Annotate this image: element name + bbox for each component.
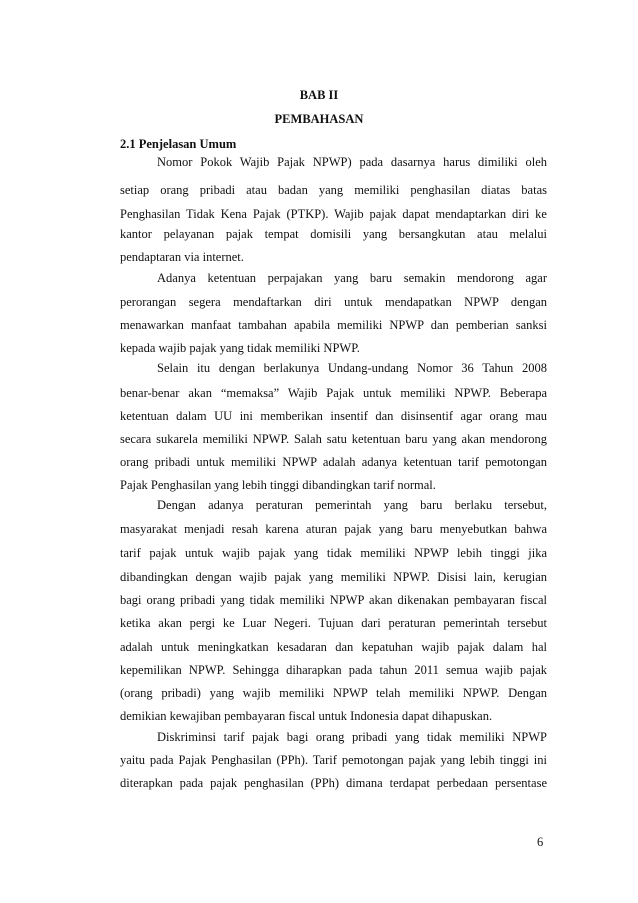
body-line: Penghasilan Tidak Kena Pajak (PTKP). Wajib pajak dapat mendaptarkan diri ke: [120, 207, 547, 221]
body-line: Diskriminsi tarif pajak bagi orang pribadi yang tidak memiliki NPWP: [157, 730, 547, 744]
body-line: Selain itu dengan berlakunya Undang-undang Nomor 36 Tahun 2008: [157, 361, 547, 375]
body-line: diterapkan pada pajak penghasilan (PPh) dimana terdapat perbedaan persentase: [120, 776, 547, 790]
body-line: Pajak Penghasilan yang lebih tinggi dibandingkan tarif normal.: [120, 478, 436, 492]
body-line: setiap orang pribadi atau badan yang memiliki penghasilan diatas batas: [120, 183, 547, 197]
chapter-title: PEMBAHASAN: [274, 112, 364, 126]
section-title: 2.1 Penjelasan Umum: [120, 137, 237, 151]
body-line: yaitu pada Pajak Penghasilan (PPh). Tarif pemotongan pajak yang lebih tinggi ini: [120, 753, 547, 767]
body-line: pendaptaran via internet.: [120, 250, 244, 264]
body-line: benar-benar akan “memaksa” Wajib Pajak untuk memiliki NPWP. Beberapa: [120, 386, 547, 400]
body-line: menawarkan manfaat tambahan apabila memiliki NPWP dan pemberian sanksi: [120, 318, 547, 332]
body-line: orang pribadi untuk memiliki NPWP adalah adanya ketentuan tarif pemotongan: [120, 455, 547, 469]
page-number: 6: [537, 835, 544, 849]
body-line: ketika akan pergi ke Luar Negeri. Tujuan dari peraturan pemerintah tersebut: [120, 616, 547, 630]
body-line: Dengan adanya peraturan pemerintah yang baru berlaku tersebut,: [157, 498, 547, 512]
body-line: kepada wajib pajak yang tidak memiliki NPWP.: [120, 341, 360, 355]
body-line: kepemilikan NPWP. Sehingga diharapkan pada tahun 2011 semua wajib pajak: [120, 663, 547, 677]
body-line: secara sukarela memiliki NPWP. Salah satu ketentuan baru yang akan mendorong: [120, 432, 547, 446]
body-line: Adanya ketentuan perpajakan yang baru semakin mendorong agar: [157, 271, 547, 285]
body-line: demikian kewajiban pembayaran fiscal untuk Indonesia dapat dihapuskan.: [120, 709, 493, 723]
body-line: bagi orang pribadi yang tidak memiliki NPWP akan dikenakan pembayaran fiscal: [120, 593, 547, 607]
body-line: kantor pelayanan pajak tempat domisili yang bersangkutan atau melalui: [120, 227, 547, 241]
body-line: Nomor Pokok Wajib Pajak NPWP) pada dasarnya harus dimiliki oleh: [157, 155, 547, 169]
body-line: perorangan segera mendaftarkan diri untuk mendapatkan NPWP dengan: [120, 295, 547, 309]
body-line: dibandingkan dengan wajib pajak yang memiliki NPWP. Disisi lain, kerugian: [120, 570, 547, 584]
body-line: masyarakat menjadi resah karena aturan pajak yang baru menyebutkan bahwa: [120, 522, 547, 536]
body-line: tarif pajak untuk wajib pajak yang tidak memiliki NPWP lebih tinggi jika: [120, 546, 547, 560]
body-line: adalah untuk meningkatkan kesadaran dan kepatuhan wajib pajak dalam hal: [120, 640, 547, 654]
chapter-label: BAB II: [299, 88, 339, 102]
body-line: ketentuan dalam UU ini memberikan insentif dan disinsentif agar orang mau: [120, 409, 547, 423]
body-line: (orang pribadi) yang wajib memiliki NPWP telah memiliki NPWP. Dengan: [120, 686, 547, 700]
